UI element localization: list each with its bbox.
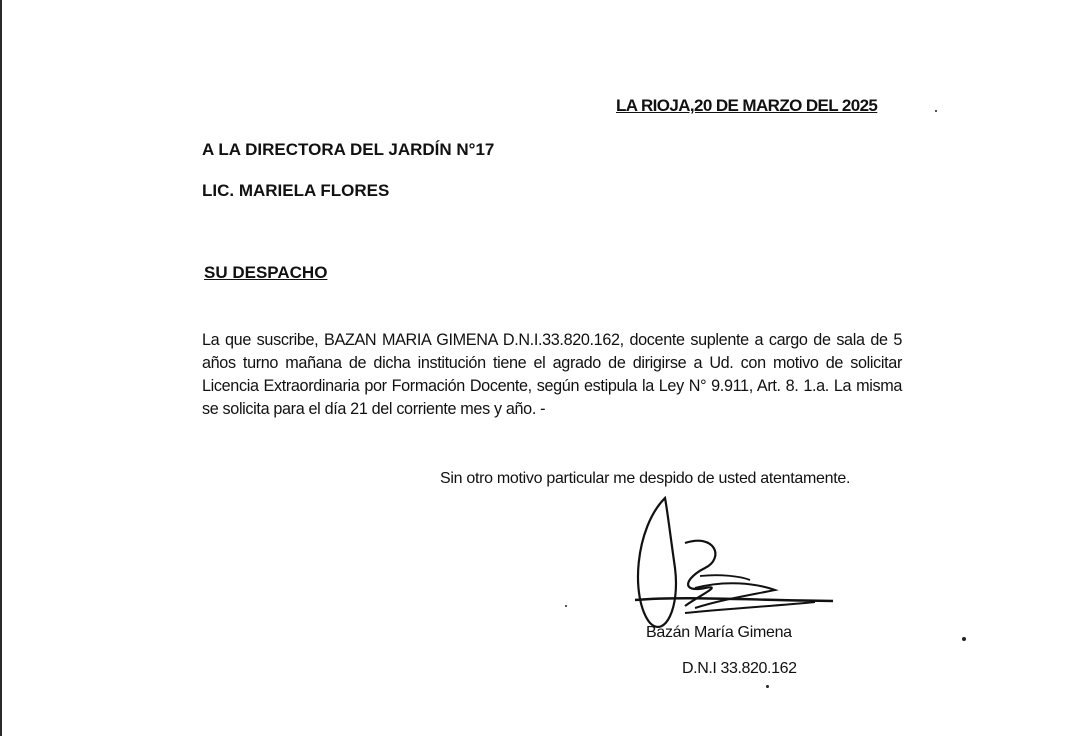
scan-speck (962, 637, 966, 641)
handwritten-signature (625, 488, 845, 638)
salutation: SU DESPACHO (204, 263, 328, 282)
signatory-dni: D.N.I 33.820.162 (682, 660, 797, 677)
closing-line: Sin otro motivo particular me despido de usted atentamente. (440, 470, 851, 487)
recipient-name: LIC. MARIELA FLORES (202, 181, 390, 200)
signatory-name: Bazán María Gimena (646, 624, 792, 641)
scan-speck (935, 110, 937, 112)
date-line: LA RIOJA,20 DE MARZO DEL 2025 (616, 96, 878, 115)
scan-speck (565, 605, 567, 607)
scan-speck (766, 685, 769, 688)
scan-edge (0, 0, 2, 736)
recipient-title: A LA DIRECTORA DEL JARDÍN N°17 (202, 140, 495, 159)
letter-body: La que suscribe, BAZAN MARIA GIMENA D.N.I.33.820.162, docente suplente a cargo de sala de 5 años turno mañana de dicha institución tiene el agrado de dirigirse a Ud. con motivo de solicitar Licencia Extraordinaria por Formación Docente, según estipula la Ley N° 9.911, Art. 8. 1.a. La misma se solicita para el día 21 del corriente mes y año. - (202, 331, 902, 418)
